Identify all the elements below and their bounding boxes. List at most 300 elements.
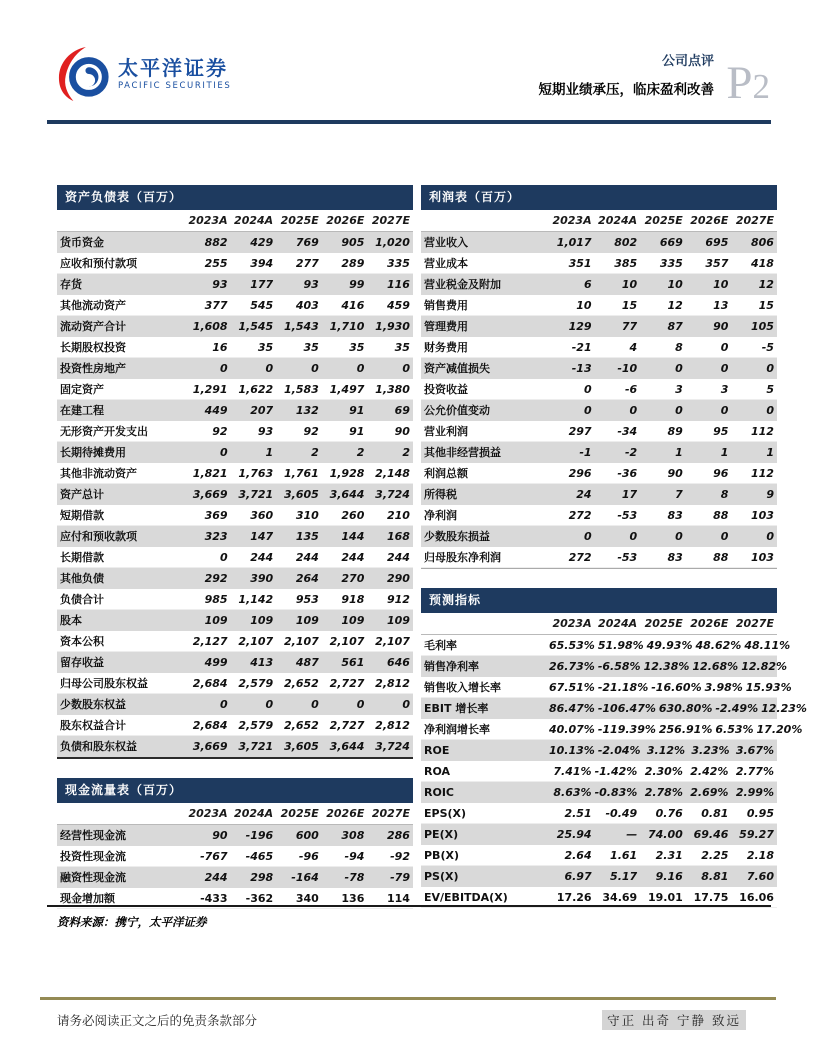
value-cell: 357 xyxy=(705,256,729,270)
value-cell: 48.11% xyxy=(744,638,791,652)
value-cell: -5 xyxy=(761,340,774,354)
value-cell: 296 xyxy=(568,466,592,480)
value-cell: 340 xyxy=(295,891,319,905)
value-cell: 1,380 xyxy=(375,382,410,396)
value-cell: 2.42% xyxy=(690,764,729,778)
value-cell: 2.69% xyxy=(690,785,729,799)
value-cell: 2,579 xyxy=(238,676,274,690)
logo-icon xyxy=(57,46,111,102)
value-cell: 96 xyxy=(713,466,729,480)
value-cell: 390 xyxy=(250,571,274,585)
balance-sheet-title: 资产负债表（百万） xyxy=(57,185,413,210)
table-row xyxy=(421,845,777,866)
value-cell: -6 xyxy=(624,382,638,396)
year-cell: 2027E xyxy=(371,214,410,227)
table-row xyxy=(421,400,777,421)
value-cell: 272 xyxy=(568,550,592,564)
value-cell: 91 xyxy=(349,424,365,438)
value-cell: 93 xyxy=(303,277,319,291)
year-cell: 2023A xyxy=(188,214,228,227)
value-cell: 0 xyxy=(265,361,274,375)
row-label: 公允价值变动 xyxy=(424,404,490,417)
table-row xyxy=(57,547,413,568)
value-cell: 6 xyxy=(583,277,592,291)
value-cell: -92 xyxy=(390,849,410,863)
value-cell: 3.67% xyxy=(735,743,775,757)
value-cell: -10 xyxy=(617,361,638,375)
table-row xyxy=(421,547,777,568)
value-cell: 369 xyxy=(204,508,228,522)
value-cell: 90 xyxy=(394,424,410,438)
value-cell: 2,148 xyxy=(375,466,410,480)
table-row xyxy=(57,253,413,274)
value-cell: 272 xyxy=(568,508,592,522)
value-cell: 1,622 xyxy=(238,382,274,396)
table-row xyxy=(421,677,792,698)
page-header xyxy=(57,44,776,114)
value-cell: 1,142 xyxy=(238,592,274,606)
value-cell: 882 xyxy=(204,235,228,249)
value-cell: -21 xyxy=(571,340,592,354)
value-cell: 244 xyxy=(295,550,319,564)
value-cell: 286 xyxy=(387,828,410,842)
value-cell: 114 xyxy=(387,891,410,905)
value-cell: -2.49% xyxy=(715,701,759,715)
value-cell: -2 xyxy=(624,445,638,459)
value-cell: 2 xyxy=(311,445,319,459)
row-label: 财务费用 xyxy=(424,341,468,354)
value-cell: 1,763 xyxy=(238,466,274,480)
row-label: ROIC xyxy=(424,785,454,799)
value-cell: 377 xyxy=(204,298,228,312)
value-cell: 8.63% xyxy=(553,785,592,799)
table-row xyxy=(57,463,413,484)
table-row xyxy=(57,337,413,358)
value-cell: 1,928 xyxy=(329,466,365,480)
value-cell: 34.69 xyxy=(602,890,638,904)
year-cell: 2026E xyxy=(690,214,729,227)
value-cell: -78 xyxy=(344,870,365,884)
row-label: 在建工程 xyxy=(60,404,104,417)
value-cell: 0 xyxy=(219,361,228,375)
value-cell: 91 xyxy=(349,403,365,417)
value-cell: 806 xyxy=(751,235,774,249)
row-label: 投资收益 xyxy=(424,383,468,396)
table-row xyxy=(57,274,413,295)
row-label: 营业收入 xyxy=(424,236,468,249)
value-cell: 2,652 xyxy=(283,718,319,732)
income-statement-table xyxy=(421,185,777,569)
value-cell: 270 xyxy=(341,571,365,585)
value-cell: 2,684 xyxy=(192,676,228,690)
value-cell: 69 xyxy=(394,403,410,417)
table-row xyxy=(421,316,777,337)
value-cell: 24 xyxy=(576,487,592,501)
table-row xyxy=(421,824,777,845)
value-cell: 15 xyxy=(621,298,638,312)
value-cell: 0 xyxy=(402,361,410,375)
value-cell: 335 xyxy=(659,256,683,270)
value-cell: 2,812 xyxy=(375,718,410,732)
right-column xyxy=(421,185,807,908)
income-statement-year-header xyxy=(421,210,777,232)
table-row xyxy=(57,358,413,379)
value-cell: 3,605 xyxy=(283,739,319,753)
table-row xyxy=(421,379,777,400)
value-cell: -106.47% xyxy=(597,701,656,715)
row-label: 负债合计 xyxy=(60,593,104,606)
value-cell: 99 xyxy=(349,277,365,291)
income-statement-title: 利润表（百万） xyxy=(421,185,777,210)
value-cell: 49.93% xyxy=(646,638,693,652)
value-cell: 0 xyxy=(265,697,274,711)
row-label: 销售收入增长率 xyxy=(424,681,501,694)
value-cell: 290 xyxy=(387,571,410,585)
value-cell: 1,291 xyxy=(192,382,228,396)
value-cell: 600 xyxy=(295,828,319,842)
value-cell: 210 xyxy=(387,508,410,522)
value-cell: 0 xyxy=(675,529,683,543)
value-cell: 17.26 xyxy=(556,890,592,904)
value-cell: 277 xyxy=(295,256,319,270)
value-cell: 244 xyxy=(387,550,410,564)
value-cell: 0 xyxy=(629,529,638,543)
value-cell: -96 xyxy=(298,849,319,863)
value-cell: 0 xyxy=(766,361,774,375)
value-cell: 0 xyxy=(356,697,365,711)
table-row xyxy=(421,526,777,547)
value-cell: 105 xyxy=(751,319,774,333)
row-label: 少数股东损益 xyxy=(424,530,490,543)
value-cell: -1.42% xyxy=(594,764,638,778)
row-label: PS(X) xyxy=(424,869,459,883)
table-row xyxy=(57,631,413,652)
year-cell: 2024A xyxy=(234,807,274,820)
table-row xyxy=(57,400,413,421)
value-cell: 77 xyxy=(621,319,638,333)
row-label: 应付和预收款项 xyxy=(60,530,137,543)
value-cell: -53 xyxy=(617,550,638,564)
value-cell: 4 xyxy=(629,340,638,354)
table-row xyxy=(421,656,788,677)
value-cell: 90 xyxy=(212,828,228,842)
table-row xyxy=(57,825,413,846)
value-cell: 51.98% xyxy=(597,638,644,652)
value-cell: 12.23% xyxy=(761,701,807,715)
value-cell: 297 xyxy=(568,424,592,438)
value-cell: 35 xyxy=(257,340,274,354)
value-cell: 1,497 xyxy=(329,382,365,396)
year-cell: 2026E xyxy=(326,807,365,820)
value-cell: 35 xyxy=(303,340,319,354)
value-cell: — xyxy=(626,827,638,841)
value-cell: 17.75 xyxy=(693,890,729,904)
value-cell: 1 xyxy=(265,445,274,459)
value-cell: 2,127 xyxy=(192,634,228,648)
report-category: 公司点评 xyxy=(661,54,714,69)
value-cell: 0 xyxy=(583,403,592,417)
value-cell: 19.01 xyxy=(647,890,683,904)
value-cell: 2,684 xyxy=(192,718,228,732)
value-cell: 177 xyxy=(250,277,274,291)
table-row xyxy=(57,232,413,253)
balance-sheet-year-header xyxy=(57,210,413,232)
value-cell: 35 xyxy=(394,340,410,354)
page-footer xyxy=(57,1010,746,1030)
logo-name-en: PACIFIC SECURITIES xyxy=(118,81,232,91)
logo-text xyxy=(118,57,231,91)
row-label: 投资性房地产 xyxy=(60,362,126,375)
row-label: 归母公司股东权益 xyxy=(60,677,148,690)
value-cell: 418 xyxy=(751,256,774,270)
value-cell: 86.47% xyxy=(549,701,595,715)
table-row xyxy=(421,421,777,442)
value-cell: 403 xyxy=(295,298,319,312)
value-cell: 136 xyxy=(341,891,365,905)
row-label: 应收和预付款项 xyxy=(60,257,137,270)
table-row xyxy=(421,463,777,484)
value-cell: 0.76 xyxy=(655,806,683,820)
row-label: 股东权益合计 xyxy=(60,719,126,732)
row-label: 融资性现金流 xyxy=(60,871,126,884)
value-cell: 10 xyxy=(667,277,683,291)
year-cell: 2024A xyxy=(598,214,638,227)
value-cell: 244 xyxy=(204,870,228,884)
row-label: 所得税 xyxy=(424,488,457,501)
value-cell: 2.77% xyxy=(735,764,774,778)
row-label: 营业利润 xyxy=(424,425,468,438)
value-cell: 5 xyxy=(766,382,774,396)
row-label: 其他负债 xyxy=(60,572,104,585)
value-cell: 92 xyxy=(303,424,319,438)
row-label: 营业税金及附加 xyxy=(424,278,501,291)
value-cell: 3.23% xyxy=(691,743,730,757)
table-row xyxy=(57,867,413,888)
value-cell: 1,020 xyxy=(375,235,410,249)
value-cell: 2,579 xyxy=(238,718,274,732)
value-cell: 10.13% xyxy=(549,743,595,757)
row-label: 股本 xyxy=(60,614,82,627)
value-cell: 88 xyxy=(713,550,729,564)
value-cell: 3 xyxy=(720,382,729,396)
value-cell: 2,107 xyxy=(283,634,319,648)
row-label: 其他非流动资产 xyxy=(60,467,137,480)
value-cell: 90 xyxy=(667,466,683,480)
row-label: ROE xyxy=(424,743,450,757)
value-cell: 244 xyxy=(341,550,365,564)
value-cell: 413 xyxy=(250,655,274,669)
table-gap xyxy=(57,759,413,778)
value-cell: 3,721 xyxy=(238,739,274,753)
disclaimer-note: 请务必阅读正文之后的免责条款部分 xyxy=(57,1013,258,1028)
value-cell: 0 xyxy=(219,697,228,711)
value-cell: 16.06 xyxy=(739,890,774,904)
table-row xyxy=(57,610,413,631)
table-row xyxy=(57,316,413,337)
value-cell: 147 xyxy=(250,529,274,543)
forecast-indicators-year-header xyxy=(421,613,777,635)
value-cell: -433 xyxy=(200,891,228,905)
value-cell: -767 xyxy=(200,849,228,863)
value-cell: 67.51% xyxy=(549,680,595,694)
header-divider xyxy=(47,120,771,124)
row-label: PB(X) xyxy=(424,848,459,862)
row-label: 负债和股东权益 xyxy=(60,740,137,753)
value-cell: 3,644 xyxy=(329,487,365,501)
row-label: 净利润 xyxy=(424,509,457,522)
value-cell: 135 xyxy=(295,529,319,543)
value-cell: 2.31 xyxy=(655,848,683,862)
row-label: PE(X) xyxy=(424,827,459,841)
year-cell: 2027E xyxy=(735,617,774,630)
value-cell: 3,605 xyxy=(283,487,319,501)
value-cell: 2.99% xyxy=(735,785,774,799)
value-cell: 298 xyxy=(250,870,274,884)
value-cell: 0 xyxy=(766,403,774,417)
value-cell: 1 xyxy=(766,445,774,459)
value-cell: 92 xyxy=(212,424,228,438)
table-row xyxy=(421,484,777,505)
row-label: 资产减值损失 xyxy=(424,362,490,375)
table-row xyxy=(421,253,777,274)
value-cell: 323 xyxy=(204,529,228,543)
value-cell: 669 xyxy=(659,235,683,249)
company-motto: 守正 出奇 宁静 致远 xyxy=(602,1010,746,1030)
row-label: 销售费用 xyxy=(424,299,468,312)
value-cell: 10 xyxy=(713,277,729,291)
value-cell: 769 xyxy=(295,235,319,249)
value-cell: 0 xyxy=(219,550,228,564)
table-row xyxy=(57,421,413,442)
value-cell: 1 xyxy=(720,445,729,459)
value-cell: 116 xyxy=(387,277,410,291)
value-cell: 335 xyxy=(387,256,410,270)
value-cell: 109 xyxy=(295,613,319,627)
table-row xyxy=(421,274,777,295)
value-cell: 2.30% xyxy=(644,764,683,778)
cash-flow-table xyxy=(57,778,413,909)
table-row xyxy=(421,295,777,316)
row-label: 净利润增长率 xyxy=(424,723,490,736)
table-row xyxy=(421,698,807,719)
value-cell: 545 xyxy=(250,298,274,312)
value-cell: 35 xyxy=(349,340,365,354)
value-cell: 10 xyxy=(621,277,638,291)
value-cell: 74.00 xyxy=(647,827,683,841)
value-cell: 17.20% xyxy=(756,722,803,736)
value-cell: 12.82% xyxy=(741,659,788,673)
value-cell: 0 xyxy=(583,529,592,543)
cash-flow-title: 现金流量表（百万） xyxy=(57,778,413,803)
row-label: 投资性现金流 xyxy=(60,850,126,863)
value-cell: 129 xyxy=(568,319,592,333)
row-label: 长期借款 xyxy=(60,551,104,564)
table-row xyxy=(57,484,413,505)
table-row xyxy=(421,337,777,358)
value-cell: 256.91% xyxy=(658,722,713,736)
row-label: 固定资产 xyxy=(60,383,104,396)
value-cell: 112 xyxy=(751,424,774,438)
value-cell: 1,761 xyxy=(283,466,319,480)
value-cell: 264 xyxy=(295,571,319,585)
value-cell: 2,812 xyxy=(375,676,410,690)
row-label: 经营性现金流 xyxy=(60,829,126,842)
value-cell: 953 xyxy=(295,592,319,606)
value-cell: 9 xyxy=(766,487,774,501)
value-cell: 7.41% xyxy=(553,764,592,778)
value-cell: 12.68% xyxy=(692,659,739,673)
year-cell: 2027E xyxy=(735,214,774,227)
year-cell: 2024A xyxy=(234,214,274,227)
value-cell: 12.38% xyxy=(643,659,690,673)
value-cell: 0 xyxy=(583,382,592,396)
value-cell: 5.17 xyxy=(610,869,638,883)
value-cell: -465 xyxy=(245,849,274,863)
value-cell: 207 xyxy=(250,403,274,417)
value-cell: -119.39% xyxy=(597,722,656,736)
value-cell: 168 xyxy=(387,529,410,543)
value-cell: 12 xyxy=(758,277,774,291)
row-label: 长期股权投资 xyxy=(60,341,126,354)
row-label: EV/EBITDA(X) xyxy=(424,890,508,904)
left-column xyxy=(57,185,413,909)
table-row xyxy=(421,782,777,803)
page-number-letter: P xyxy=(726,57,753,109)
row-label: 归母股东净利润 xyxy=(424,551,501,564)
value-cell: 2.51 xyxy=(564,806,592,820)
value-cell: 8 xyxy=(675,340,683,354)
value-cell: 93 xyxy=(257,424,274,438)
value-cell: 12 xyxy=(667,298,683,312)
value-cell: 95 xyxy=(713,424,729,438)
value-cell: 17 xyxy=(621,487,638,501)
value-cell: 0 xyxy=(311,697,319,711)
table-row xyxy=(421,761,777,782)
value-cell: 695 xyxy=(705,235,729,249)
table-row xyxy=(421,866,777,887)
source-note: 资料来源：携宁，太平洋证券 xyxy=(57,915,207,929)
value-cell: 1,545 xyxy=(238,319,274,333)
table-row xyxy=(57,442,413,463)
value-cell: 0 xyxy=(720,529,729,543)
year-cell: 2026E xyxy=(690,617,729,630)
value-cell: -36 xyxy=(617,466,638,480)
row-label: 其他流动资产 xyxy=(60,299,126,312)
year-cell: 2023A xyxy=(552,214,592,227)
value-cell: -6.58% xyxy=(597,659,641,673)
value-cell: 2,727 xyxy=(329,718,365,732)
row-label: 利润总额 xyxy=(424,467,468,480)
table-row xyxy=(421,442,777,463)
value-cell: 292 xyxy=(204,571,228,585)
value-cell: 69.46 xyxy=(693,827,729,841)
page-number-digit: 2 xyxy=(752,67,770,106)
header-right xyxy=(539,50,715,98)
value-cell: 260 xyxy=(341,508,365,522)
footer-divider xyxy=(40,997,776,1000)
row-label: 营业成本 xyxy=(424,257,468,270)
row-label: ROA xyxy=(424,764,451,778)
value-cell: 109 xyxy=(204,613,228,627)
value-cell: -196 xyxy=(245,828,274,842)
cash-flow-year-header xyxy=(57,803,413,825)
value-cell: 1,017 xyxy=(556,235,592,249)
table-gap xyxy=(421,569,777,588)
value-cell: 1,608 xyxy=(192,319,228,333)
value-cell: 499 xyxy=(204,655,228,669)
value-cell: 2.18 xyxy=(746,848,774,862)
value-cell: 1 xyxy=(675,445,683,459)
